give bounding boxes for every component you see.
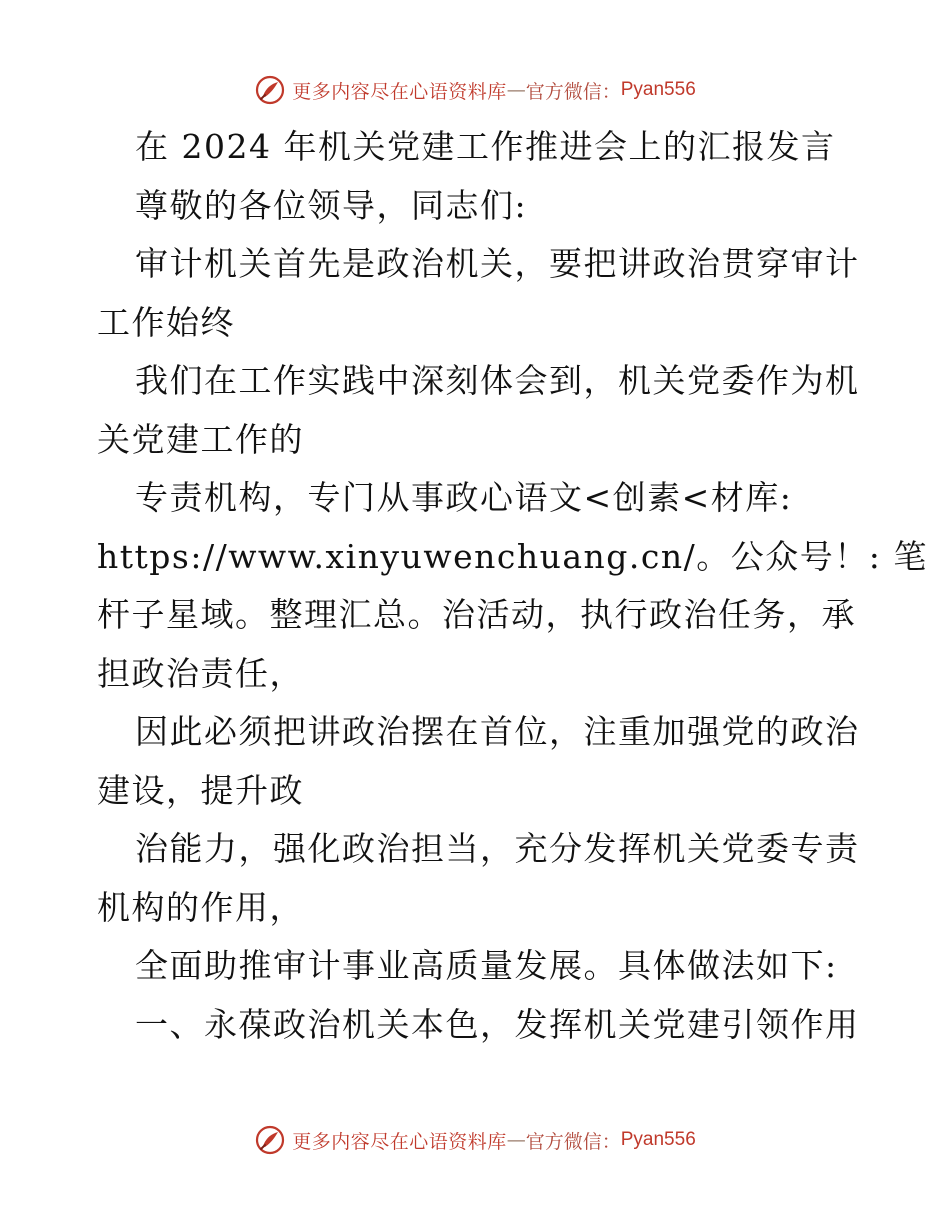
watermark-separator: — (506, 1129, 526, 1151)
footer-watermark (0, 1120, 950, 1160)
text-line: 担政治责任， (97, 653, 304, 693)
text-line: 工作始终 (97, 302, 235, 342)
text-line: 审计机关首先是政治机关，要把讲政治贯穿审计 (135, 244, 860, 283)
document-title: 在 2024 年机关党建工作推进会上的汇报发言 (135, 127, 836, 166)
text-line: 全面助推审计事业高质量发展。具体做法如下: (135, 946, 838, 985)
text-line: 关党建工作的 (97, 419, 304, 459)
text-line: 机构的作用， (97, 887, 304, 927)
text-line: 我们在工作实践中深刻体会到，机关党委作为机 (135, 361, 860, 400)
watermark-wechat-label: 官方微信： (525, 80, 621, 103)
watermark-wechat-id: Pyan556 (620, 1129, 696, 1150)
pen-logo-icon (254, 1124, 286, 1156)
text-line: 因此必须把讲政治摆在首位，注重加强党的政治 (135, 712, 860, 751)
text-line: 尊敬的各位领导，同志们: (135, 185, 528, 225)
text-line: 建设，提升政 (97, 770, 304, 810)
text-line: https://www.xinyuwenchuang.cn/。公众号！: 笔 (97, 536, 928, 576)
document-body (97, 118, 928, 1054)
header-watermark (0, 70, 950, 110)
text-line: 专责机构，专门从事政心语文<创素<材库: (135, 478, 793, 517)
text-line: 治能力，强化政治担当，充分发挥机关党委专责 (135, 829, 860, 868)
watermark-main-text: 更多内容尽在心语资料库 (292, 1130, 507, 1153)
watermark-wechat-id: Pyan556 (620, 79, 696, 100)
watermark-main-text: 更多内容尽在心语资料库 (292, 80, 507, 103)
text-line: 杆子星域。整理汇总。治活动，执行政治任务，承 (97, 595, 856, 634)
section-heading: 一、永葆政治机关本色，发挥机关党建引领作用 (135, 1004, 860, 1044)
pen-logo-icon (254, 74, 286, 106)
watermark-separator: — (506, 79, 526, 101)
watermark-wechat-label: 官方微信： (525, 1130, 621, 1153)
